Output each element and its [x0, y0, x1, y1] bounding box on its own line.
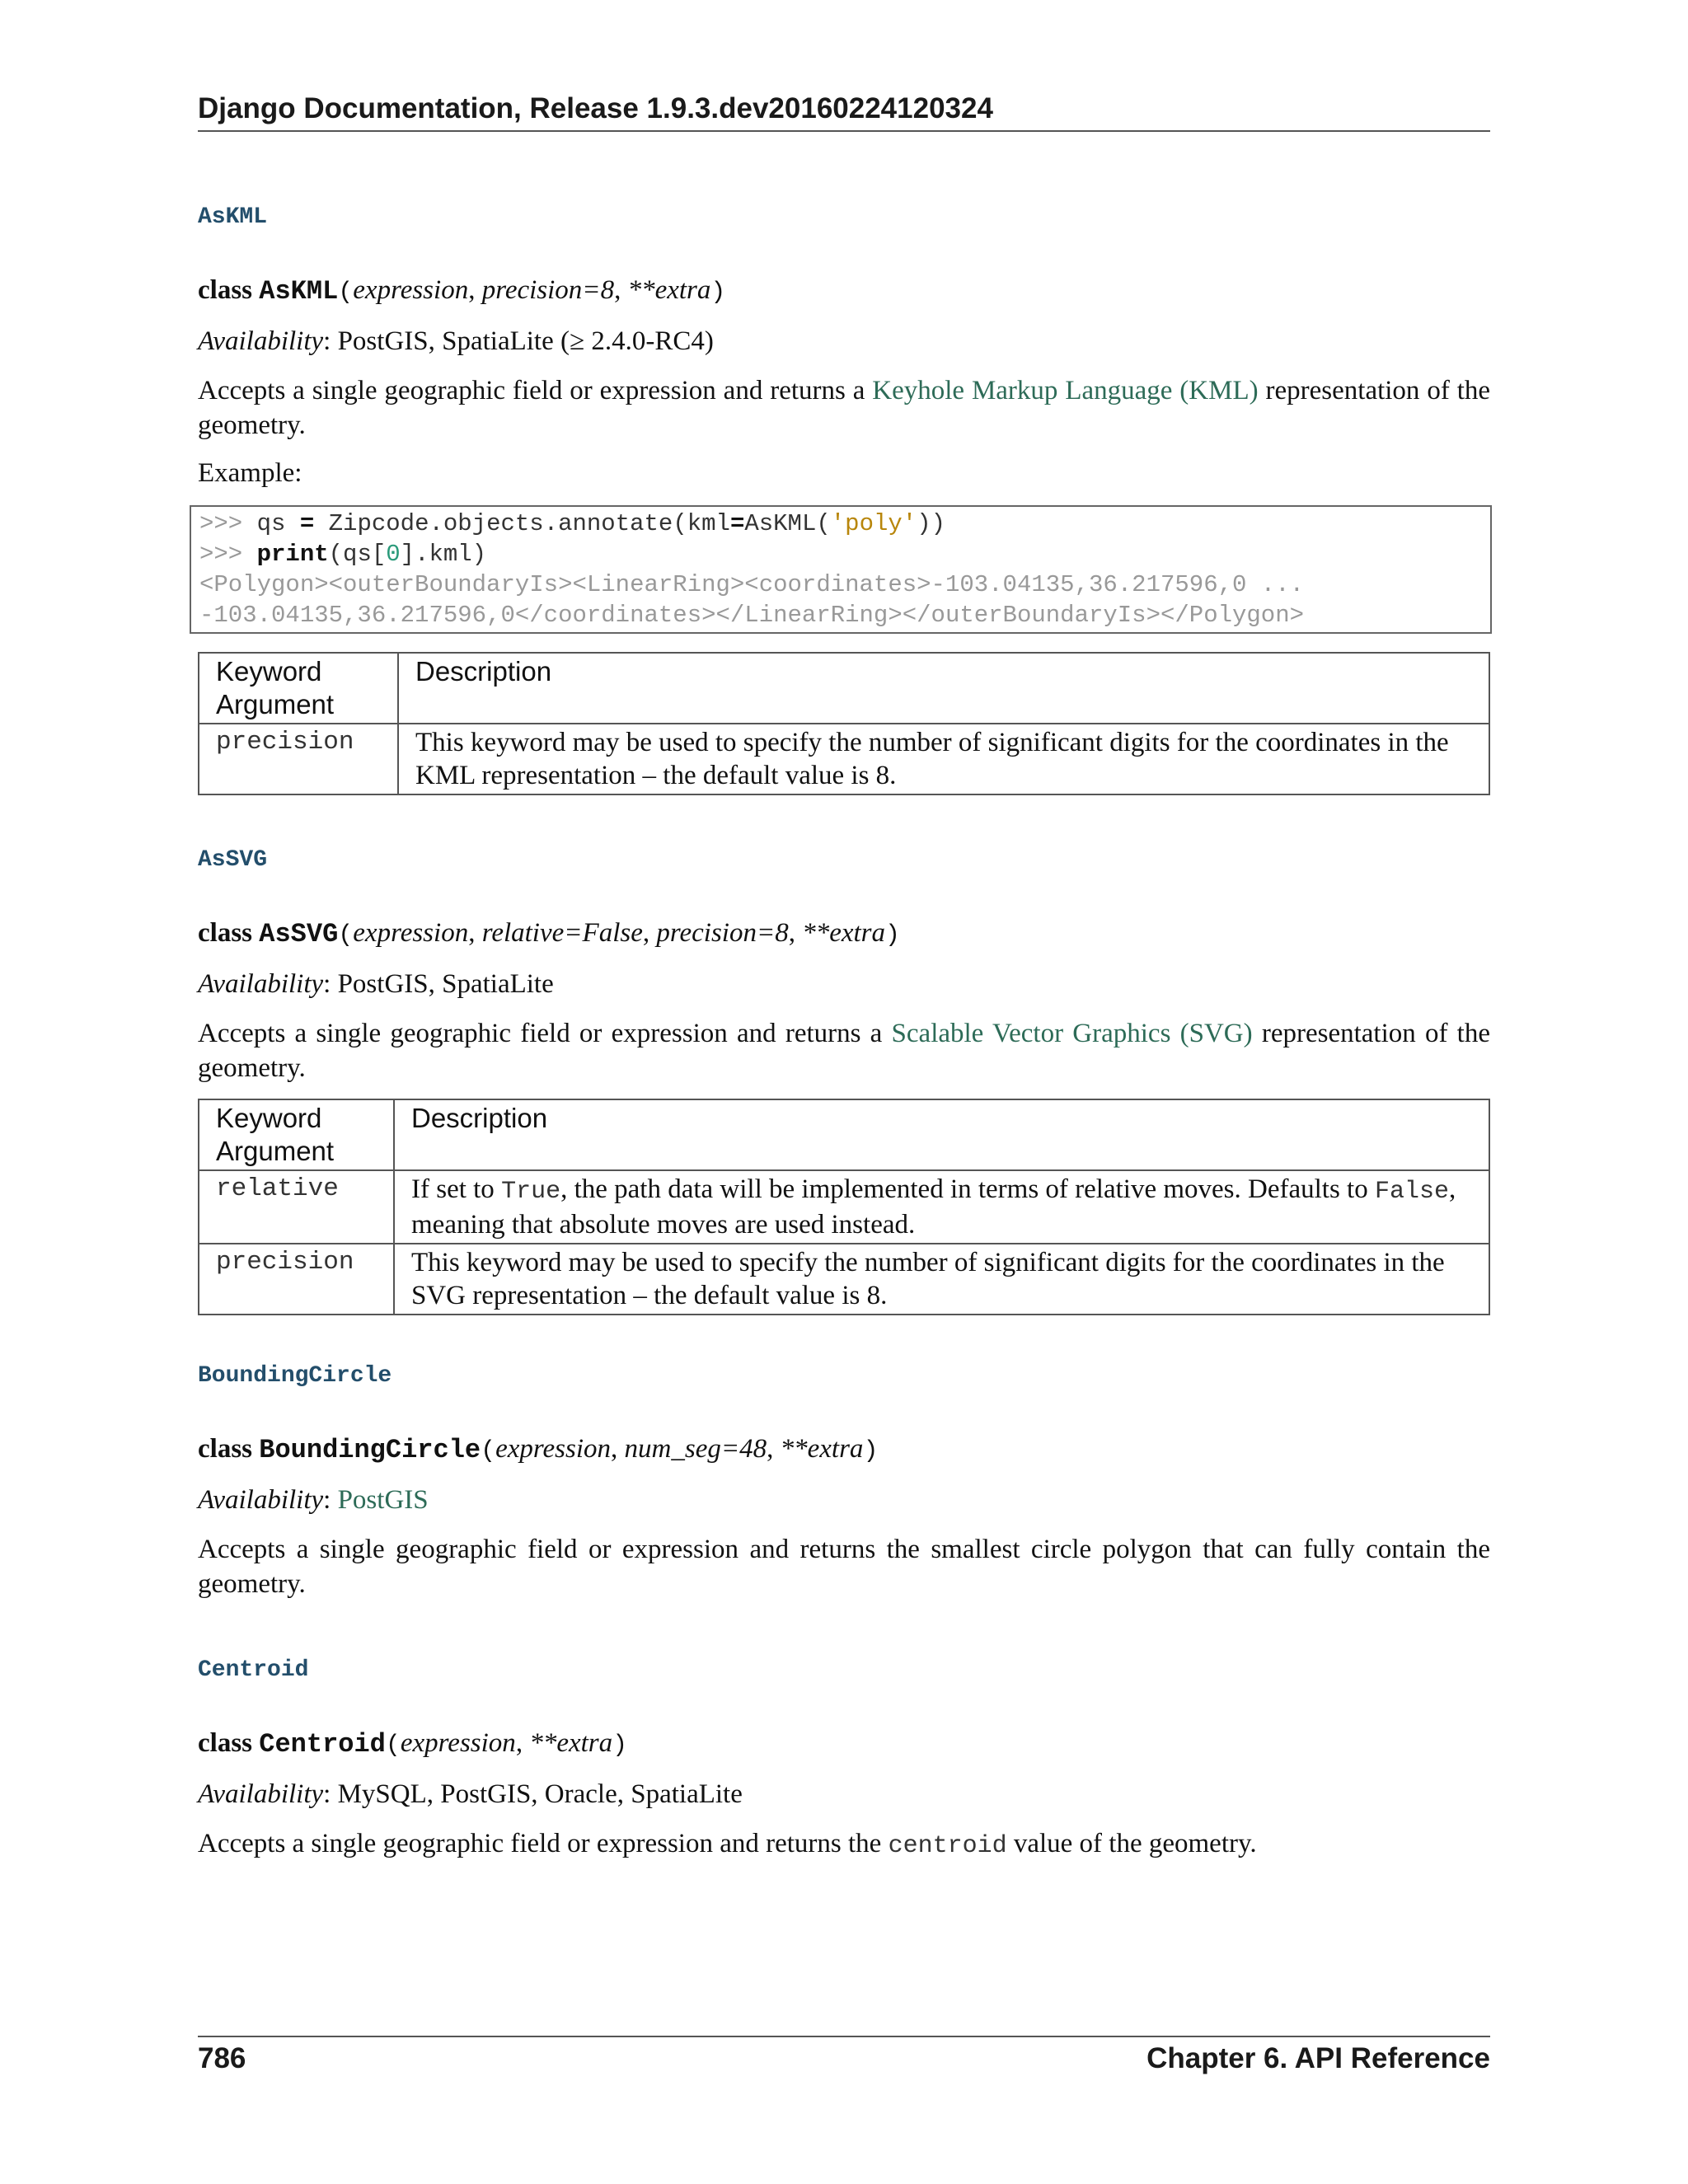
section-heading-askml[interactable]: AsKML	[198, 204, 268, 230]
page-number: 786	[198, 2042, 246, 2074]
assvg-signature: class AsSVG(expression, relative=False, precision=8, **extra)	[198, 918, 901, 949]
table-header-row: Keyword Argument Description	[199, 1099, 1489, 1170]
table-row: relative If set to True, the path data will be implemented in terms of relative moves. Defaults to False, meaning that absolute moves are used instead.	[199, 1170, 1489, 1244]
assvg-description: Accepts a single geographic field or expression and returns a Scalable Vector Graphics (SVG) representation of the geometry.	[198, 1019, 1490, 1083]
assvg-availability: Availability: PostGIS, SpatiaLite	[198, 969, 554, 999]
table-header-row: Keyword Argument Description	[199, 653, 1489, 724]
askml-signature: class AsKML(expression, precision=8, **extra)	[198, 275, 726, 307]
example-label: Example:	[198, 458, 302, 488]
centroid-description: Accepts a single geographic field or expression and returns the centroid value of the geometry.	[198, 1829, 1257, 1860]
chapter-title: Chapter 6. API Reference	[1146, 2042, 1490, 2074]
page-header-title: Django Documentation, Release 1.9.3.dev20160224120324	[198, 92, 993, 124]
section-heading-boundingcircle[interactable]: BoundingCircle	[198, 1363, 392, 1389]
askml-keyword-table	[198, 652, 1490, 795]
table-row: precision This keyword may be used to specify the number of significant digits for the coordinates in the SVG representation – the default value is 8.	[199, 1244, 1489, 1315]
section-heading-centroid[interactable]: Centroid	[198, 1657, 309, 1683]
boundingcircle-availability: Availability: PostGIS	[198, 1485, 429, 1515]
askml-description: Accepts a single geographic field or expression and returns a Keyhole Markup Language (KML) representation of the geometry.	[198, 376, 1491, 440]
askml-availability: Availability: PostGIS, SpatiaLite (≥ 2.4.0-RC4)	[198, 326, 714, 356]
boundingcircle-signature: class BoundingCircle(expression, num_seg=48, **extra)	[198, 1434, 879, 1465]
footer-rule	[198, 2036, 1490, 2037]
section-heading-assvg[interactable]: AsSVG	[198, 847, 268, 873]
boundingcircle-description: Accepts a single geographic field or expression and returns the smallest circle polygon that can fully contain the geometry.	[198, 1535, 1490, 1599]
table-row: precision This keyword may be used to specify the number of significant digits for the coordinates in the KML representation – the default value is 8.	[199, 724, 1489, 794]
assvg-keyword-table	[198, 1099, 1490, 1315]
code-block: >>> qs = Zipcode.objects.annotate(kml=AsKML('poly')) >>> print(qs[0].kml) <Polygon><outerBoundaryIs><LinearRing><coordinates>-103.04135,36.217596,0 ... -103.04135,36.217596,0</coordinates></LinearRing></outerBoundaryIs></Polygon>	[190, 505, 1492, 634]
postgis-link[interactable]: PostGIS	[337, 1485, 429, 1515]
kml-link[interactable]: Keyhole Markup Language (KML)	[872, 376, 1259, 405]
centroid-signature: class Centroid(expression, **extra)	[198, 1728, 628, 1760]
class-keyword: class	[198, 275, 252, 305]
svg-link[interactable]: Scalable Vector Graphics (SVG)	[891, 1019, 1253, 1048]
class-name: AsKML	[259, 276, 339, 307]
centroid-availability: Availability: MySQL, PostGIS, Oracle, SpatiaLite	[198, 1779, 743, 1809]
header-rule	[198, 130, 1490, 132]
